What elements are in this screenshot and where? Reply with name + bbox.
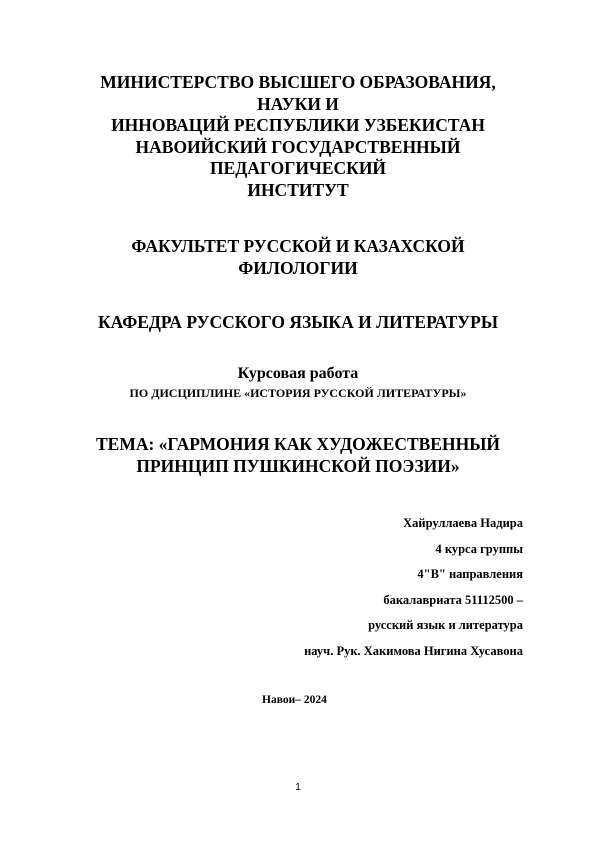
- faculty-line: ФАКУЛЬТЕТ РУССКОЙ И КАЗАХСКОЙ: [131, 236, 465, 256]
- institute-line: НАВОИЙСКИЙ ГОСУДАРСТВЕННЫЙ: [135, 136, 461, 157]
- ministry-line: МИНИСТЕРСТВО ВЫСШЕГО ОБРАЗОВАНИЯ,: [100, 72, 496, 92]
- institute-line: ИНСТИТУТ: [247, 179, 349, 200]
- ministry-line: ИННОВАЦИЙ РЕСПУБЛИКИ УЗБЕКИСТАН: [111, 115, 485, 135]
- work-type-line: Курсовая работа: [237, 365, 359, 382]
- author-info: [103, 511, 523, 664]
- topic-line: ТЕМА: «ГАРМОНИЯ КАК ХУДОЖЕСТВЕННЫЙ: [95, 434, 500, 454]
- institute-line: ПЕДАГОГИЧЕСКИЙ: [209, 158, 387, 178]
- author-name: Хайруллаева Надира: [403, 516, 523, 530]
- city-year: Навои– 2024: [262, 694, 327, 706]
- department-heading: [0, 312, 596, 334]
- discipline-subtitle: [0, 386, 596, 401]
- ministry-header: [0, 72, 596, 201]
- page-number: 1: [295, 782, 301, 793]
- department-line: КАФЕДРА РУССКОГО ЯЗЫКА И ЛИТЕРАТУРЫ: [97, 312, 499, 332]
- topic-heading: [0, 434, 596, 477]
- discipline-line: ПО ДИСЦИПЛИНЕ «ИСТОРИЯ РУССКОЙ ЛИТЕРАТУРЫ»: [129, 386, 467, 400]
- work-type-title: [0, 364, 596, 384]
- author-bachelor-code: бакалавриата 51112500 –: [383, 592, 523, 607]
- topic-line: ПРИНЦИП ПУШКИНСКОЙ ПОЭЗИИ»: [136, 455, 460, 476]
- scientific-supervisor: науч. Рук. Хакимова Нигина Хусавона: [304, 643, 523, 658]
- ministry-line: НАУКИ И: [257, 93, 339, 114]
- author-specialty: русский язык и литература: [368, 618, 523, 632]
- author-direction: 4"В" направления: [417, 567, 523, 581]
- faculty-line: ФИЛОЛОГИИ: [238, 257, 358, 278]
- author-course: 4 курса группы: [435, 541, 523, 556]
- faculty-heading: [0, 236, 596, 279]
